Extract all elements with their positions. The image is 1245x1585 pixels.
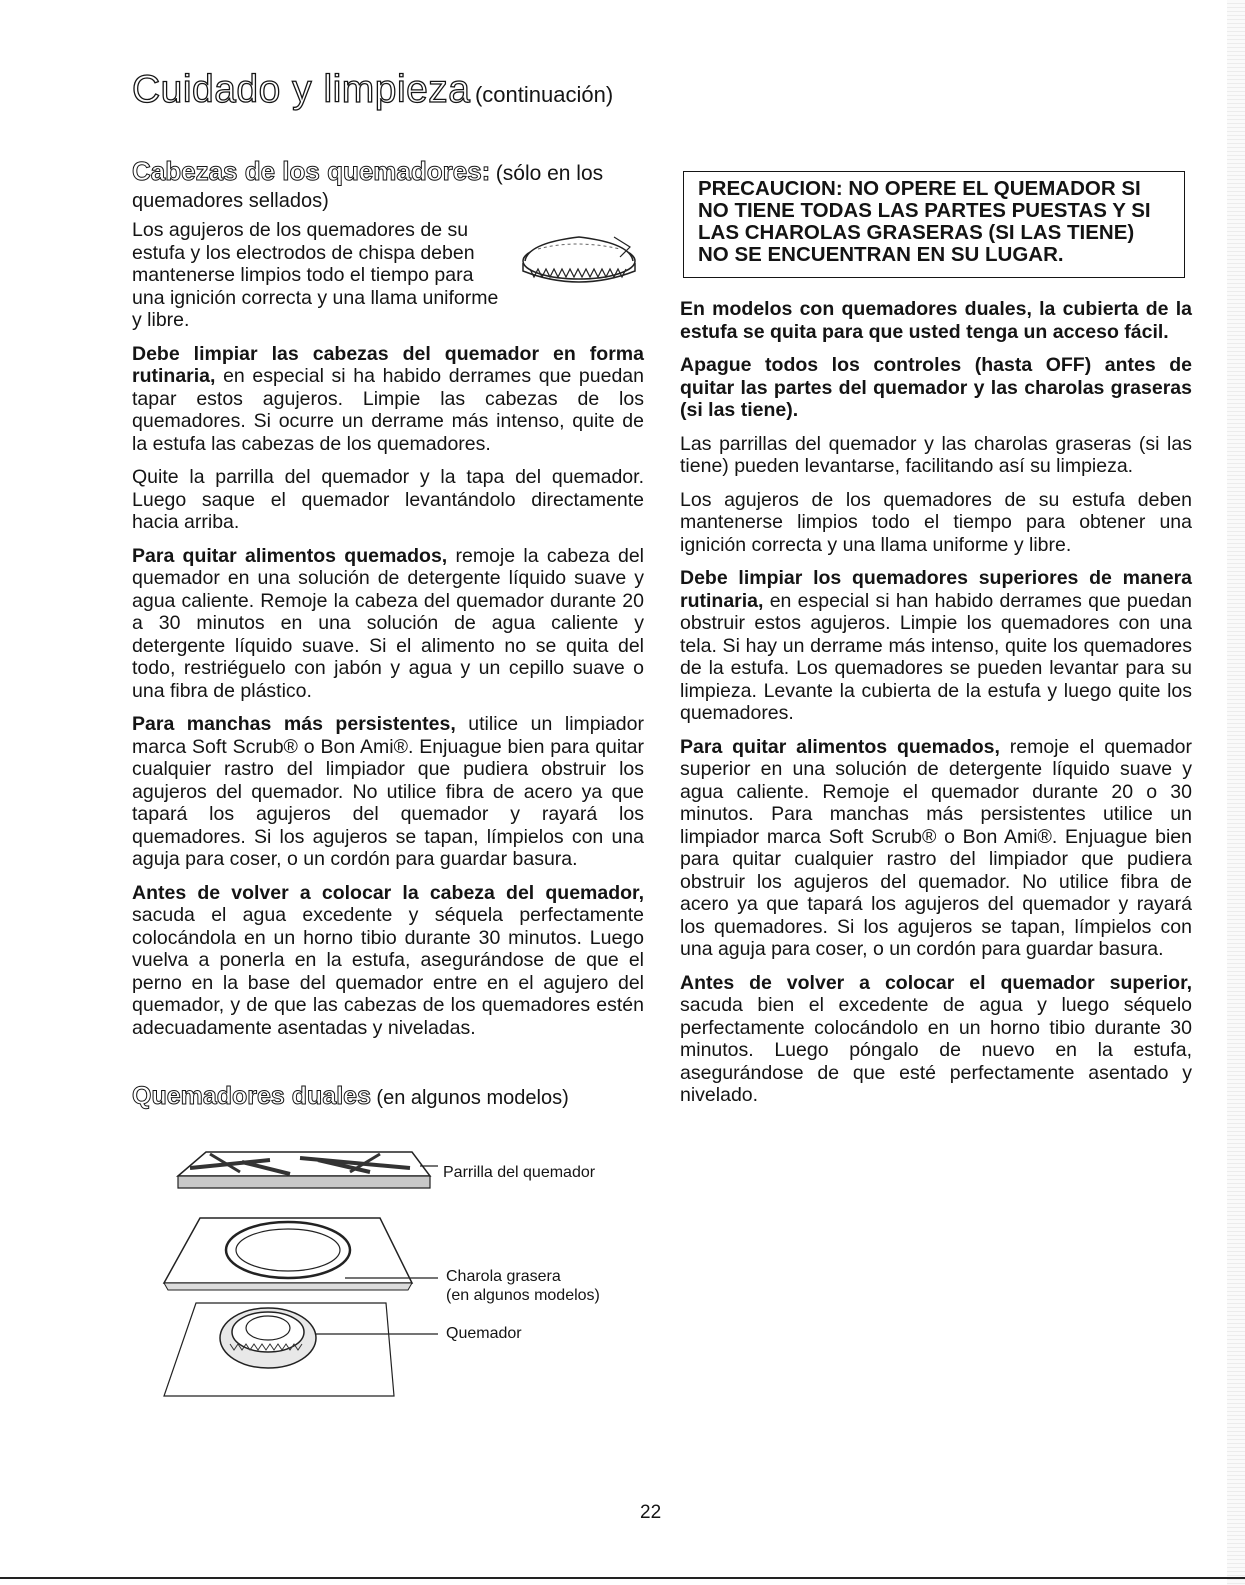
burnt-food-right-lead: Para quitar alimentos quemados, (680, 735, 1000, 758)
section-heading-burner-heads (132, 156, 644, 189)
top-burner-routine-lead: Debe limpiar los quemadores superiores de manera rutinaria, (680, 567, 1192, 612)
drip-pan-illustration (164, 1218, 438, 1290)
burnt-food-body: remoje la cabeza del quemador en una solución de detergente líquido suave y agua caliente. Remoje la cabeza del quemador durante 20 a 30 minutos en una solución de agua caliente y detergente líquido suave. Si el alimento no se quita del todo, restriéguelo con jabón y agua y un cepillo suave o una fibra de plástico. (132, 544, 644, 702)
label-burner-grate: Parrilla del quemador (443, 1164, 596, 1181)
burner-illustration (164, 1303, 438, 1396)
paragraph-stubborn-stains (132, 713, 644, 871)
caution-box: PRECAUCION: NO OPERE EL QUEMADOR SI NO TIENE TODAS LAS PARTES PUESTAS Y SI LAS CHAROLAS GRASERAS (SI LAS TIENE) NO SE ENCUENTRAN EN SU LUGAR. (683, 171, 1185, 278)
scan-bottom-line (0, 1577, 1245, 1579)
paragraph-burner-holes-right: Los agujeros de los quemadores de su estufa deben mantenerse limpios todo el tiempo para obtener una ignición correcta y una llama uniforme y libre. (680, 488, 1192, 556)
section-heading-dual-burners (132, 1081, 644, 1113)
paragraph-top-burner-routine (680, 567, 1192, 725)
turn-off-controls-text: Apague todos los controles (hasta OFF) antes de quitar las partes del quemador y las charolas graseras (si las tiene). (680, 354, 1192, 421)
paragraph-burner-holes: Los agujeros de los quemadores de su estufa y los electrodos de chispa deben mantenerse limpios todo el tiempo para una ignición correcta y una llama uniforme y libre. (132, 219, 499, 331)
replace-top-burner-lead: Antes de volver a colocar el quemador superior, (680, 971, 1192, 994)
title-continuation: (continuación) (474, 82, 614, 107)
paragraph-replace-top-burner (680, 972, 1192, 1107)
burner-grate-illustration (178, 1152, 438, 1188)
paragraph-routine-cleaning (132, 343, 644, 456)
paragraph-remove-grate: Quite la parrilla del quemador y la tapa del quemador. Luego saque el quemador levantándolo directamente hacia arriba. (132, 466, 644, 533)
heading2-note: (en algunos modelos) (376, 1087, 569, 1109)
burnt-food-right-body: remoje el quemador superior en una solución de detergente líquido suave y agua caliente. Remoje el quemador durante 20 o 30 minutos. Para manchas más persistentes utilice un limpiador marca Soft Scrub® o Bon Ami®. Enjuague bien para quitar cualquier rastro del limpiador que pudiera obstruir los agujeros del quemador. No utilice fibra de acero ya que tapará los agujeros del quemador y rayará los quemadores. Si los agujeros se tapan, límpielos con una aguja para coser, o un cordón para guardar basura. (680, 735, 1193, 960)
before-replacing-lead: Antes de volver a colocar la cabeza del quemador, (132, 881, 644, 904)
before-replacing-body: sacuda el agua excedente y séquela perfectamente colocándola en un horno tibio durante 30 minutos. Luego vuelva a ponerla en la estufa, asegurándose de que el perno en la base del quemador entre en el agujero del quemador, y de que las cabezas de los quemadores estén adecuadamente asentadas y niveladas. (132, 904, 644, 1039)
stubborn-stains-body: utilice un limpiador marca Soft Scrub® o Bon Ami®. Enjuague bien para quitar cualquier rastro del limpiador que pudiera obstruir los agujeros del quemador. No utilice fibra de acero ya que tapará los agujeros del quemador y rayará los quemadores. Si los agujeros se tapan, límpielos con una aguja para coser, o un cordón para guardar basura. (132, 713, 644, 870)
routine-cleaning-lead: Debe limpiar las cabezas del quemador en forma rutinaria, (132, 342, 644, 387)
sealed-burner-icon (516, 223, 642, 293)
label-drip-pan: Charola grasera (446, 1268, 561, 1285)
stubborn-stains-lead: Para manchas más persistentes, (132, 713, 456, 735)
dual-burner-cover-text: En modelos con quemadores duales, la cubierta de la estufa se quita para que usted tenga un acceso fácil. (680, 298, 1192, 343)
routine-cleaning-body: en especial si ha habido derrames que puedan tapar estos agujeros. Limpie las cabezas de los quemadores. Si ocurre un derrame más intenso, quite de la estufa las cabezas de los quemadores. (132, 365, 644, 455)
paragraph-dual-burner-cover (680, 298, 1192, 343)
heading-note: (sólo en los (495, 162, 604, 185)
scan-edge (1227, 0, 1245, 1585)
title-main: Cuidado y limpieza (132, 68, 471, 111)
heading-note-continued: quemadores sellados) (132, 190, 329, 212)
burnt-food-lead: Para quitar alimentos quemados, (132, 544, 448, 567)
dual-burner-diagram (150, 1138, 450, 1400)
right-column (680, 298, 1192, 1118)
top-burner-routine-body: en especial si han habido derrames que puedan obstruir estos agujeros. Limpie los quemadores con una tela. Si hay un derrame más intenso, quite los quemadores de la estufa. Los quemadores se pueden levantar para su limpieza. Levante la cubierta de la estufa y luego quite los quemadores. (680, 589, 1192, 724)
label-burner: Quemador (446, 1325, 522, 1342)
page-title (132, 68, 613, 112)
paragraph-burnt-food (132, 545, 644, 703)
left-column (132, 156, 644, 1113)
paragraph-before-replacing (132, 882, 644, 1040)
page-number: 22 (640, 1502, 662, 1523)
paragraph-turn-off-controls (680, 354, 1192, 422)
paragraph-grates-lift: Las parrillas del quemador y las charolas graseras (si las tiene) pueden levantarse, facilitando así su limpieza. (680, 432, 1192, 477)
paragraph-burnt-food-right (680, 736, 1192, 961)
label-drip-pan-note: (en algunos modelos) (446, 1287, 600, 1304)
heading2-main: Quemadores duales (132, 1082, 371, 1110)
heading-main: Cabezas de los quemadores: (132, 156, 491, 186)
replace-top-burner-body: sacuda bien el excedente de agua y luego séquelo perfectamente colocándolo en un horno tibio durante 30 minutos. Luego póngalo de nuevo en la estufa, asegurándose de que esté perfectamente asentado y nivelado. (680, 994, 1192, 1106)
